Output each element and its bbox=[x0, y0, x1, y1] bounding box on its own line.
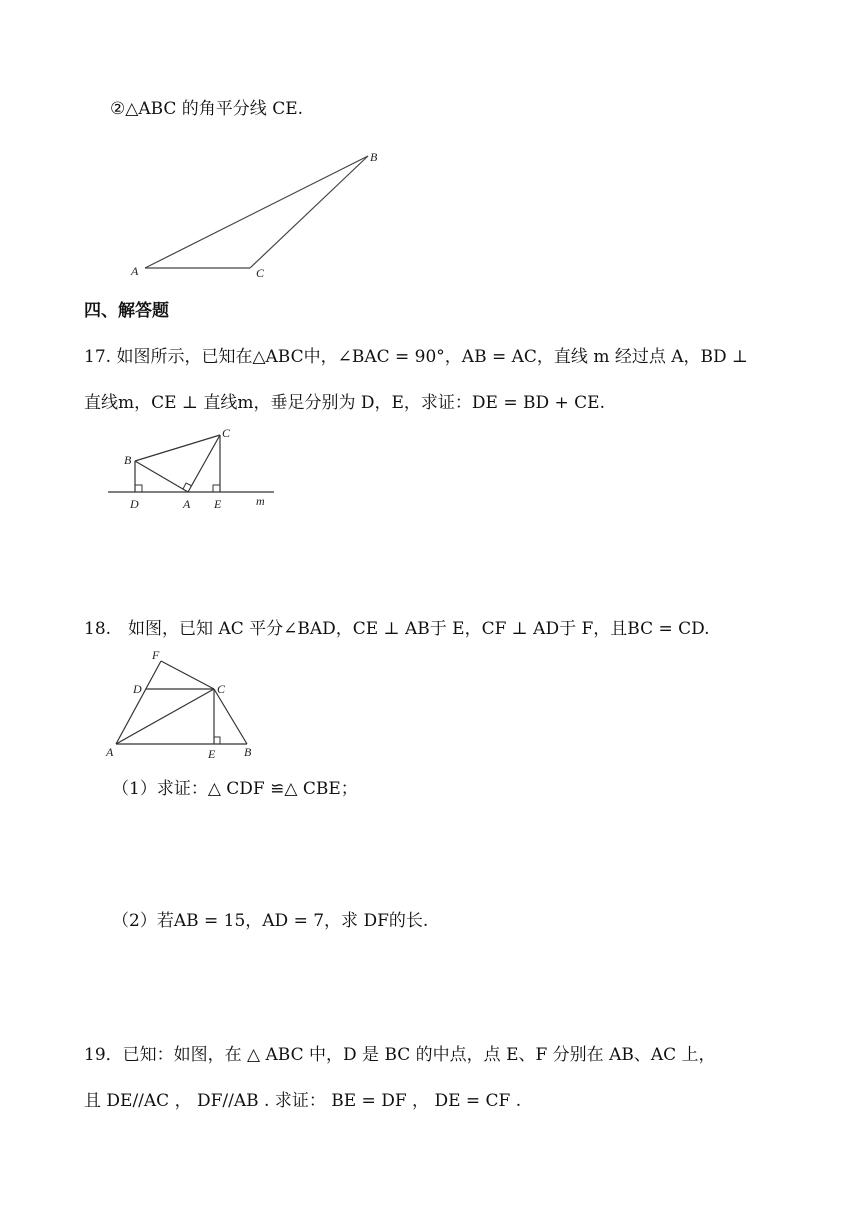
q16-part2-text: ②△ABC 的角平分线 CE. bbox=[110, 99, 304, 119]
label-m: m bbox=[256, 494, 265, 508]
figure-q18 bbox=[102, 648, 262, 760]
label-C: C bbox=[217, 682, 226, 696]
q19-line1: 19．已知：如图，在 △ ABC 中，D 是 BC 的中点，点 E、F 分别在 AB、AC 上， bbox=[84, 1045, 716, 1065]
label-D: D bbox=[130, 497, 139, 511]
label-E: E bbox=[208, 747, 216, 761]
label-C: C bbox=[256, 266, 265, 280]
figure-q16-triangle bbox=[128, 148, 388, 283]
label-B: B bbox=[124, 453, 132, 467]
q19-line2: 且 DE//AC ， DF//AB . 求证： BE = DF ， DE = CF . bbox=[84, 1091, 522, 1111]
figure-q17 bbox=[104, 424, 274, 516]
label-A: A bbox=[106, 745, 114, 759]
label-A: A bbox=[183, 497, 191, 511]
section-title: 四、解答题 bbox=[84, 301, 169, 321]
label-B: B bbox=[244, 745, 252, 759]
label-C: C bbox=[222, 426, 231, 440]
q18-part2: （2）若AB = 15，AD = 7，求 DF的长. bbox=[112, 911, 429, 931]
label-D: D bbox=[133, 682, 142, 696]
q18-part1: （1）求证：△ CDF ≌△ CBE； bbox=[112, 779, 358, 799]
label-A: A bbox=[131, 264, 139, 278]
q17-line2: 直线m，CE ⊥ 直线m，垂足分别为 D，E，求证：DE = BD + CE. bbox=[84, 393, 605, 413]
label-F: F bbox=[152, 648, 160, 662]
q17-line1: 17. 如图所示，已知在△ABC中，∠BAC = 90°，AB = AC，直线 m 经过点 A，BD ⊥ bbox=[84, 347, 749, 367]
label-B: B bbox=[370, 150, 378, 164]
q18-line1: 18. 如图，已知 AC 平分∠BAD，CE ⊥ AB于 E，CF ⊥ AD于 F，且BC = CD. bbox=[84, 619, 710, 639]
label-E: E bbox=[214, 497, 222, 511]
